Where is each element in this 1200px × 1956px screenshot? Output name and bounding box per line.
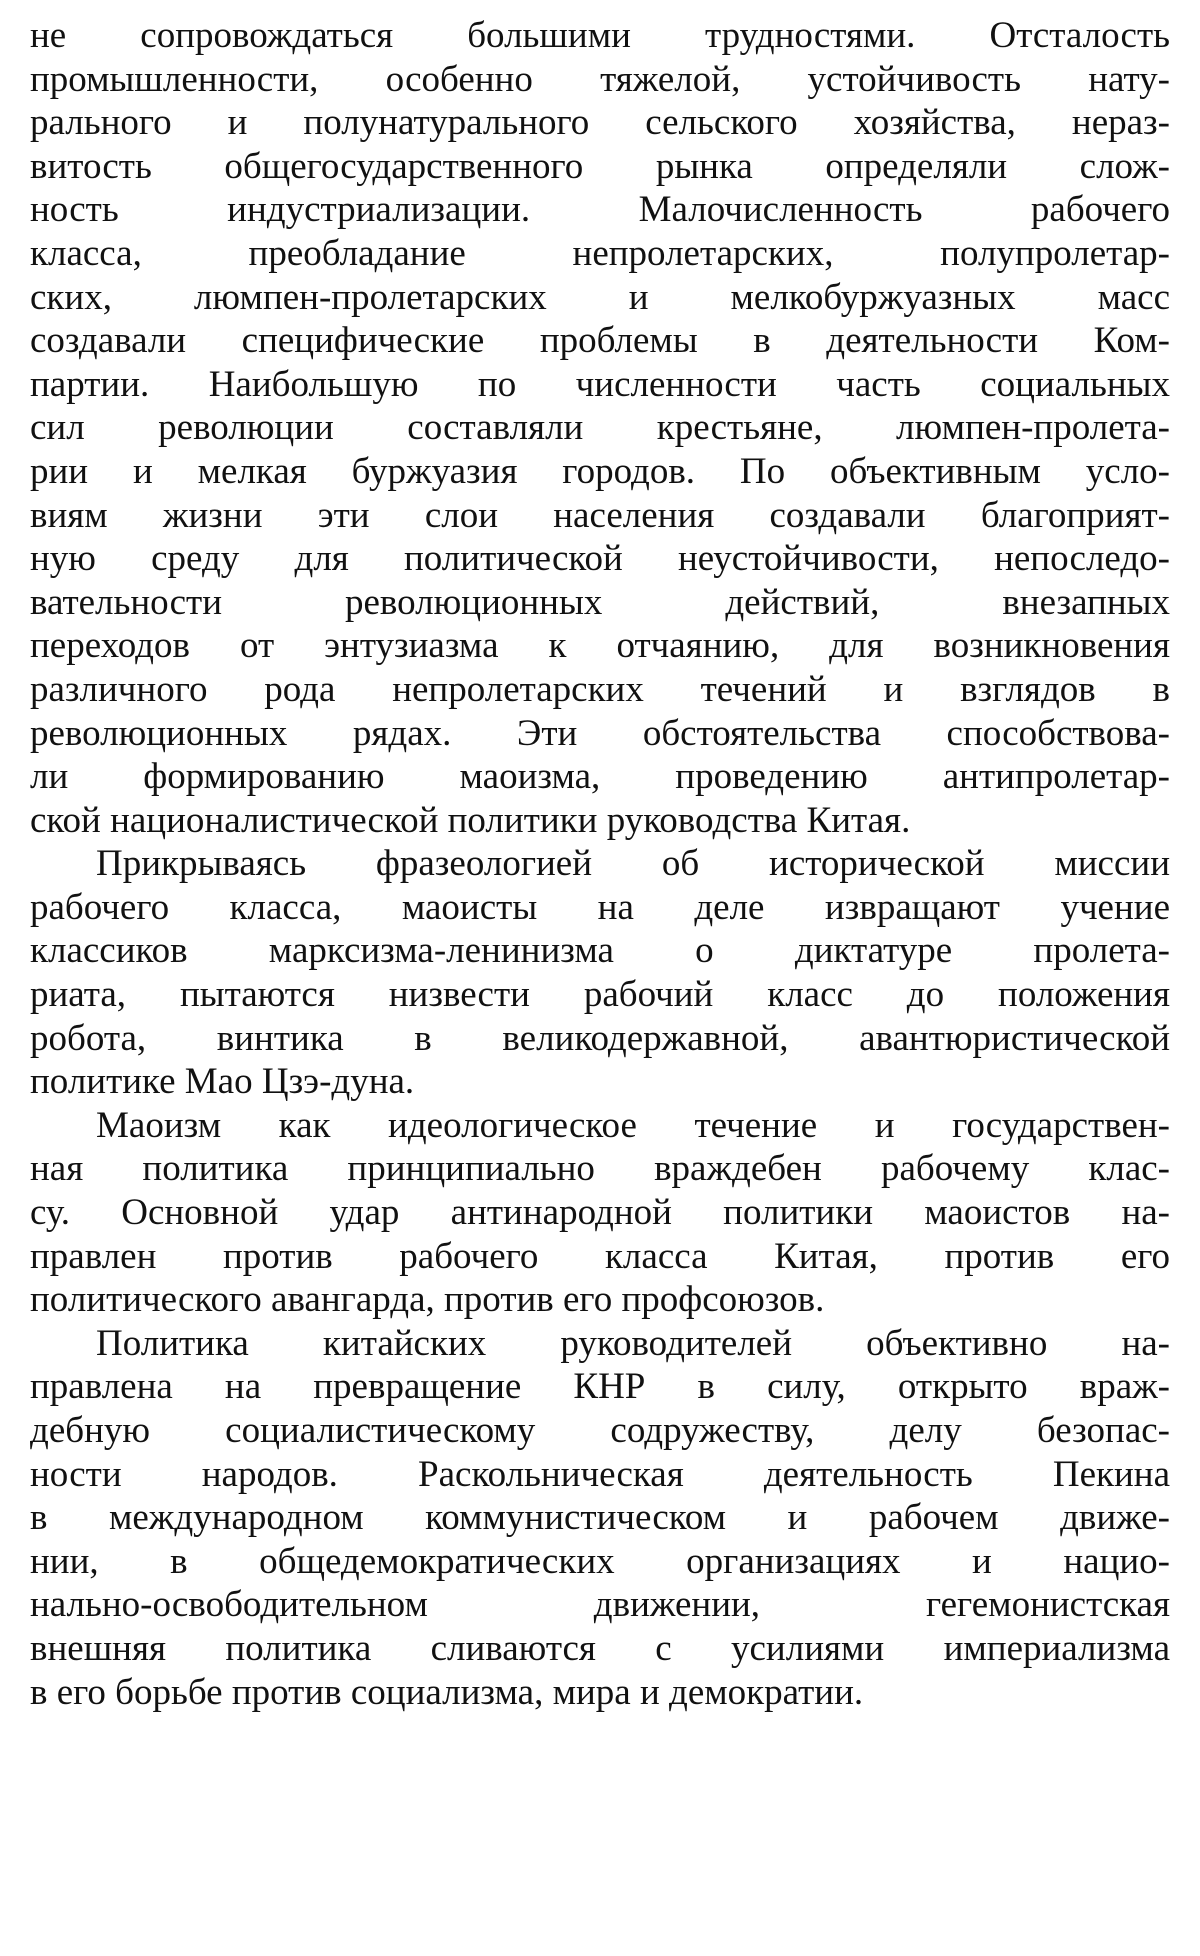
text-line: виям жизни эти слои населения создавали благоприят-: [30, 494, 1170, 536]
text-line: революционных рядах. Эти обстоятельства способствова-: [30, 712, 1170, 754]
text-line: создавали специфические проблемы в деятельности Ком-: [30, 320, 1170, 362]
text-line: ность индустриализации. Малочисленность рабочего: [30, 189, 1170, 231]
text-line: сил революции составляли крестьяне, люмпен-пролета-: [30, 407, 1170, 449]
text-line: ской националистической политики руководства Китая.: [30, 799, 911, 841]
text-line: в международном коммунистическом и рабочем движе-: [30, 1497, 1170, 1539]
text-line: различного рода непролетарских течений и взглядов в: [30, 668, 1170, 710]
text-line: политического авангарда, против его профсоюзов.: [30, 1279, 825, 1321]
paragraph-4: [30, 1322, 1170, 1714]
text-line: рабочего класса, маоисты на деле извращают учение: [30, 886, 1170, 928]
text-line: правлен против рабочего класса Китая, против его: [30, 1235, 1170, 1277]
text-line: не сопровождаться большими трудностями. Отсталость: [30, 15, 1170, 56]
text-line: ских, люмпен-пролетарских и мелкобуржуазных масс: [30, 276, 1170, 318]
text-line: политике Мао Цзэ-дуна.: [30, 1061, 415, 1103]
text-line: класса, преобладание непролетарских, полупролетар-: [30, 232, 1170, 274]
text-line: Маоизм как идеологическое течение и государствен-: [96, 1104, 1170, 1146]
paragraph-1: [30, 14, 1170, 842]
text-line: нии, в общедемократических организациях и нацио-: [30, 1540, 1170, 1582]
text-line: рии и мелкая буржуазия городов. По объективным усло-: [30, 450, 1170, 492]
text-line: партии. Наибольшую по численности часть социальных: [30, 363, 1170, 405]
paragraph-2: [30, 842, 1170, 1104]
text-line: робота, винтика в великодержавной, авантюристической: [30, 1017, 1170, 1059]
text-line: су. Основной удар антинародной политики маоистов на-: [30, 1192, 1170, 1234]
text-line: ную среду для политической неустойчивости, непоследо-: [30, 538, 1170, 580]
text-line: переходов от энтузиазма к отчаянию, для возникновения: [30, 625, 1170, 667]
text-line: правлена на превращение КНР в силу, открыто враж-: [30, 1366, 1170, 1408]
text-line: ли формированию маоизма, проведению антипролетар-: [30, 756, 1170, 798]
text-line: Политика китайских руководителей объективно на-: [96, 1322, 1170, 1364]
text-line: витость общегосударственного рынка определяли слож-: [30, 145, 1170, 187]
text-line: дебную социалистическому содружеству, делу безопас-: [30, 1410, 1170, 1451]
text-line: ная политика принципиально враждебен рабочему клас-: [30, 1148, 1170, 1190]
text-line: промышленности, особенно тяжелой, устойчивость нату-: [30, 58, 1170, 100]
text-line: Прикрываясь фразеологией об исторической миссии: [96, 843, 1170, 885]
text-line: классиков марксизма-ленинизма о диктатуре пролета-: [30, 930, 1170, 972]
text-line: вательности революционных действий, внезапных: [30, 581, 1170, 623]
text-line: в его борьбе против социализма, мира и демократии.: [30, 1671, 864, 1713]
text-line: риата, пытаются низвести рабочий класс до положения: [30, 974, 1170, 1016]
text-line: внешняя политика сливаются с усилиями империализма: [30, 1627, 1170, 1669]
text-line: рального и полунатурального сельского хозяйства, нераз-: [30, 102, 1170, 144]
paragraph-3: [30, 1104, 1170, 1322]
page-body: [30, 14, 1170, 1714]
text-line: нально-освободительном движении, гегемонистская: [30, 1584, 1170, 1626]
text-line: ности народов. Раскольническая деятельность Пекина: [30, 1453, 1170, 1495]
